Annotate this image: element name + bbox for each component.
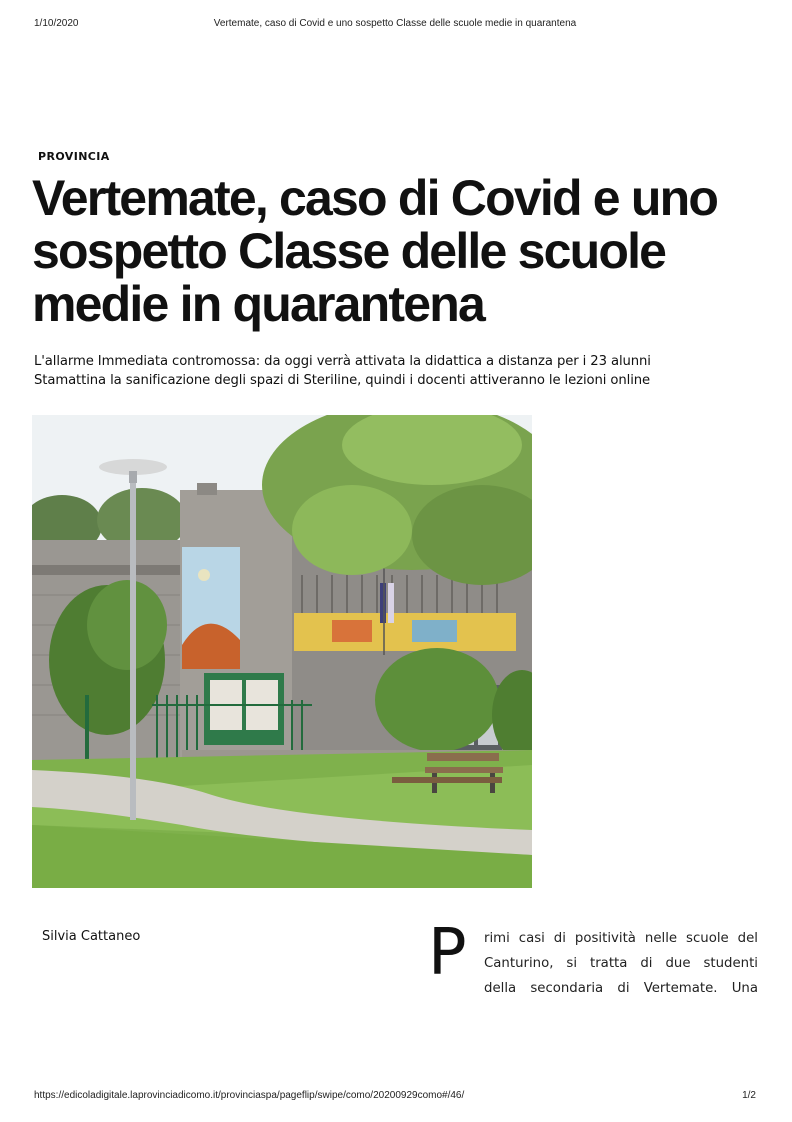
subhead-line: L'allarme Immediata contromossa: da oggi verrà attivata la didattica a distanza per i 23 alunni bbox=[34, 354, 651, 369]
article-body bbox=[484, 926, 758, 1001]
print-footer bbox=[34, 1090, 756, 1104]
article-author: Silvia Cattaneo bbox=[42, 929, 141, 944]
drop-cap: P bbox=[428, 916, 467, 990]
page-number: 1/2 bbox=[742, 1090, 756, 1101]
page-url[interactable]: https://edicoladigitale.laprovinciadicomo.it/provinciaspa/pageflip/swipe/como/20200929como#/46/ bbox=[34, 1090, 465, 1101]
section-label[interactable]: PROVINCIA bbox=[38, 150, 110, 163]
article-photo bbox=[32, 415, 532, 888]
article-headline: Vertemate, caso di Covid e uno sospetto Classe delle scuole medie in quarantena bbox=[32, 170, 718, 332]
print-date: 1/10/2020 bbox=[34, 18, 79, 29]
body-line: della secondaria di Vertemate. Una bbox=[484, 981, 758, 996]
body-line: Canturino, si tratta di due studenti bbox=[484, 956, 758, 971]
print-title: Vertemate, caso di Covid e uno sospetto Classe delle scuole medie in quarantena bbox=[213, 18, 577, 29]
print-header bbox=[34, 18, 756, 32]
body-line: rimi casi di positività nelle scuole del bbox=[484, 931, 758, 946]
article-subhead bbox=[34, 352, 764, 390]
subhead-line: Stamattina la sanificazione degli spazi di Steriline, quindi i docenti attiveranno le lezioni online bbox=[34, 373, 651, 388]
